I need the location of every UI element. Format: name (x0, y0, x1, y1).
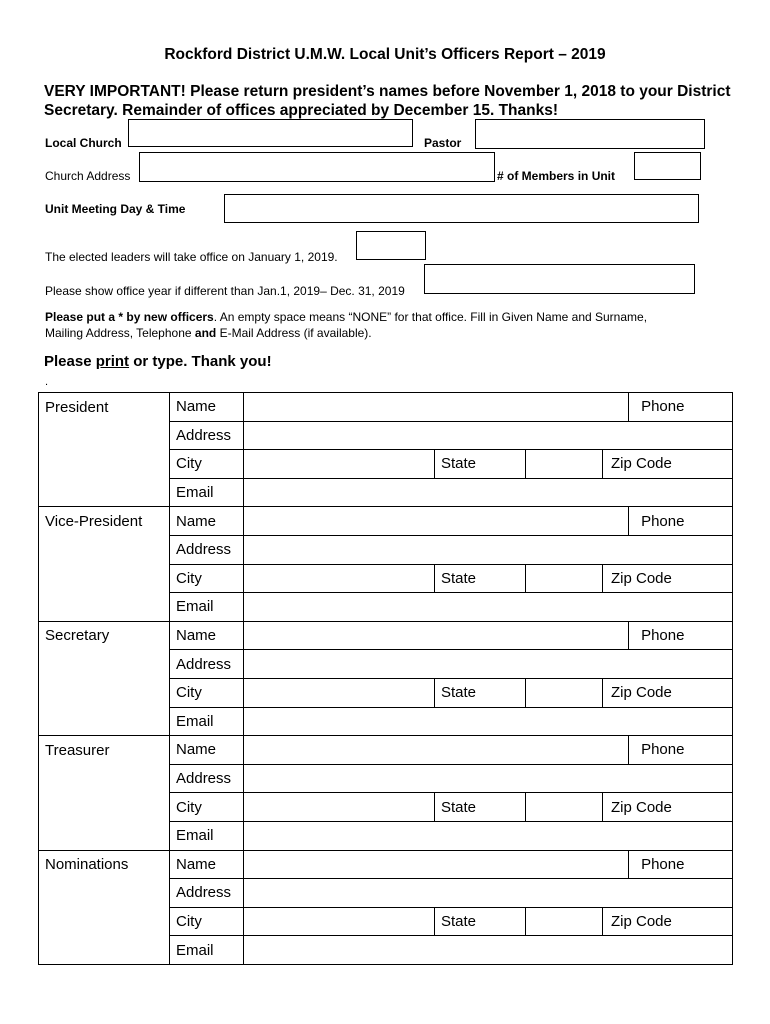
city-label: City (170, 907, 244, 936)
role-spacer (39, 793, 170, 822)
city-field[interactable] (244, 450, 435, 479)
officer-address-row (39, 535, 733, 564)
name-label: Name (170, 393, 244, 422)
state-label: State (435, 450, 526, 479)
elected-label: The elected leaders will take office on January 1, 2019. (45, 250, 338, 264)
city-label: City (170, 450, 244, 479)
officer-name-row (39, 621, 733, 650)
email-field[interactable] (244, 936, 733, 965)
name-field[interactable] (244, 393, 629, 422)
phone-label: Phone (629, 736, 733, 765)
address-field[interactable] (244, 879, 733, 908)
officer-address-row (39, 879, 733, 908)
phone-label: Phone (629, 507, 733, 536)
state-field[interactable] (526, 793, 603, 822)
email-field[interactable] (244, 593, 733, 622)
state-field[interactable] (526, 564, 603, 593)
state-field[interactable] (526, 678, 603, 707)
print-rest: or type. Thank you! (129, 353, 272, 370)
name-label: Name (170, 507, 244, 536)
name-field[interactable] (244, 736, 629, 765)
instructions-part-a: Mailing Address, Telephone (45, 326, 195, 340)
instructions-part-b: E-Mail Address (if available). (216, 326, 372, 340)
state-label: State (435, 793, 526, 822)
role-spacer (39, 478, 170, 507)
page-title: Rockford District U.M.W. Local Unit’s Officers Report – 2019 (164, 46, 606, 63)
address-field[interactable] (244, 650, 733, 679)
officer-name-row (39, 736, 733, 765)
officer-role: President (39, 393, 170, 422)
name-label: Name (170, 621, 244, 650)
email-field[interactable] (244, 478, 733, 507)
officer-address-row (39, 650, 733, 679)
city-label: City (170, 564, 244, 593)
members-label: # of Members in Unit (497, 169, 616, 183)
name-field[interactable] (244, 621, 629, 650)
address-label: Address (170, 421, 244, 450)
print-note (44, 353, 272, 370)
officer-name-row (39, 850, 733, 879)
local-church-label: Local Church (45, 136, 122, 150)
address-field[interactable] (244, 764, 733, 793)
address-label: Address (170, 535, 244, 564)
zip-label: Zip Code (603, 564, 733, 593)
officers-table (38, 392, 733, 965)
state-label: State (435, 564, 526, 593)
pastor-field[interactable] (475, 119, 705, 149)
role-spacer (39, 650, 170, 679)
role-spacer (39, 678, 170, 707)
instructions-rest: . An empty space means “NONE” for that office. Fill in Given Name and Surname, (213, 310, 648, 324)
role-spacer (39, 936, 170, 965)
officer-city-row (39, 678, 733, 707)
important-line-2: Secretary. Remainder of offices appreciated by December 15. Thanks! (44, 102, 558, 119)
role-spacer (39, 564, 170, 593)
instructions-line-1 (45, 309, 735, 325)
phone-label: Phone (629, 850, 733, 879)
address-label: Address (170, 879, 244, 908)
role-spacer (39, 421, 170, 450)
email-field[interactable] (244, 707, 733, 736)
phone-label: Phone (629, 621, 733, 650)
officer-city-row (39, 564, 733, 593)
name-label: Name (170, 736, 244, 765)
officer-role: Secretary (39, 621, 170, 650)
officer-role: Nominations (39, 850, 170, 879)
zip-label: Zip Code (603, 907, 733, 936)
city-label: City (170, 793, 244, 822)
officer-email-row (39, 707, 733, 736)
members-field[interactable] (634, 152, 701, 180)
officer-name-row (39, 393, 733, 422)
officer-city-row (39, 793, 733, 822)
meeting-field[interactable] (224, 194, 699, 223)
officer-email-row (39, 478, 733, 507)
officer-email-row (39, 821, 733, 850)
officer-address-row (39, 421, 733, 450)
zip-label: Zip Code (603, 793, 733, 822)
role-spacer (39, 450, 170, 479)
role-spacer (39, 879, 170, 908)
print-please: Please (44, 353, 96, 370)
officer-city-row (39, 450, 733, 479)
state-label: State (435, 907, 526, 936)
address-field[interactable] (244, 535, 733, 564)
officer-role: Treasurer (39, 736, 170, 765)
officer-name-row (39, 507, 733, 536)
church-address-field[interactable] (139, 152, 495, 182)
phone-label: Phone (629, 393, 733, 422)
city-field[interactable] (244, 907, 435, 936)
officer-role: Vice-President (39, 507, 170, 536)
state-label: State (435, 678, 526, 707)
elected-field[interactable] (356, 231, 426, 260)
new-officers-note: Please put a * by new officers (45, 310, 214, 324)
church-address-label: Church Address (45, 169, 131, 183)
instructions (45, 309, 735, 341)
city-label: City (170, 678, 244, 707)
address-label: Address (170, 650, 244, 679)
role-spacer (39, 821, 170, 850)
address-field[interactable] (244, 421, 733, 450)
role-spacer (39, 593, 170, 622)
officer-email-row (39, 593, 733, 622)
city-field[interactable] (244, 793, 435, 822)
email-label: Email (170, 478, 244, 507)
name-field[interactable] (244, 850, 629, 879)
email-field[interactable] (244, 821, 733, 850)
name-label: Name (170, 850, 244, 879)
email-label: Email (170, 936, 244, 965)
email-label: Email (170, 821, 244, 850)
zip-label: Zip Code (603, 678, 733, 707)
city-field[interactable] (244, 564, 435, 593)
role-spacer (39, 907, 170, 936)
officer-email-row (39, 936, 733, 965)
important-line-1: VERY IMPORTANT! Please return president’s names before November 1, 2018 to your District (44, 83, 731, 100)
instructions-and: and (194, 326, 217, 340)
name-field[interactable] (244, 507, 629, 536)
role-spacer (39, 535, 170, 564)
pastor-label: Pastor (424, 136, 462, 150)
role-spacer (39, 764, 170, 793)
local-church-field[interactable] (128, 119, 413, 147)
officer-city-row (39, 907, 733, 936)
meeting-label: Unit Meeting Day & Time (45, 202, 186, 216)
instructions-line-2 (45, 325, 735, 341)
important-notice (44, 82, 734, 120)
email-label: Email (170, 593, 244, 622)
role-spacer (39, 707, 170, 736)
office-year-label: Please show office year if different than Jan.1, 2019– Dec. 31, 2019 (45, 284, 405, 298)
zip-label: Zip Code (603, 450, 733, 479)
officer-address-row (39, 764, 733, 793)
address-label: Address (170, 764, 244, 793)
email-label: Email (170, 707, 244, 736)
state-field[interactable] (526, 450, 603, 479)
print-word: print (95, 353, 130, 370)
dot-mark: . (45, 376, 49, 388)
office-year-field[interactable] (424, 264, 695, 294)
city-field[interactable] (244, 678, 435, 707)
state-field[interactable] (526, 907, 603, 936)
